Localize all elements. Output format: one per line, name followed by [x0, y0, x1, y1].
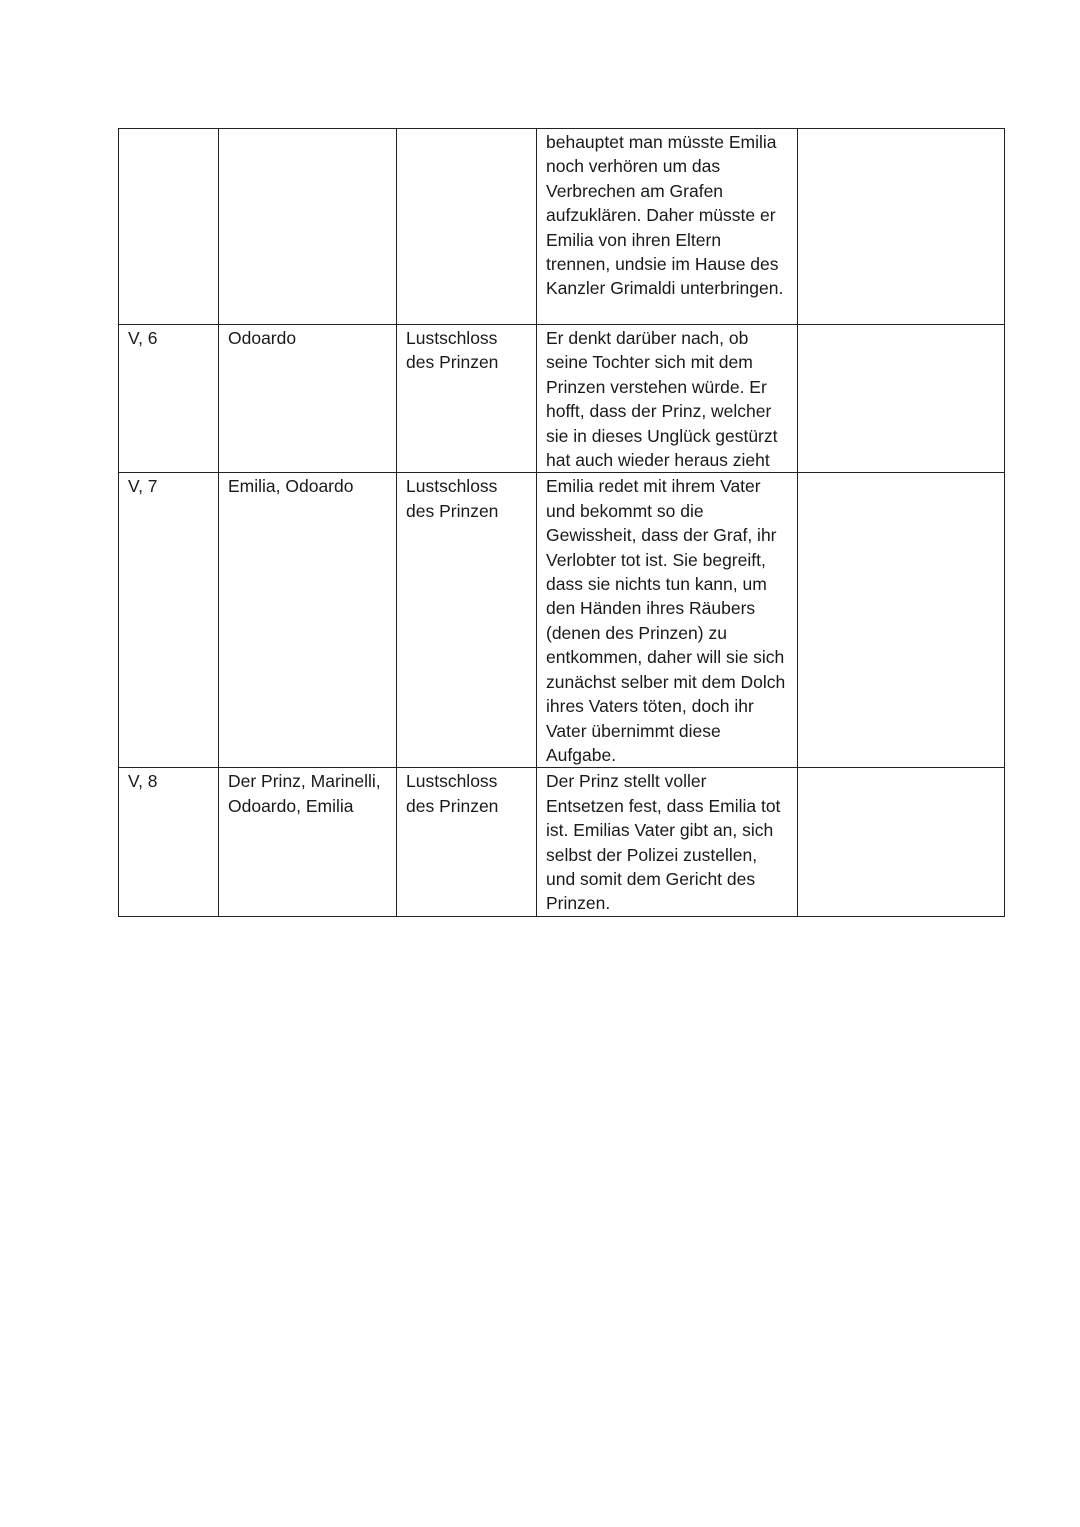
location-cell: Lustschloss des Prinzen — [397, 325, 537, 473]
act-scene-cell: V, 8 — [119, 768, 219, 916]
content-cell: behauptet man müsste Emilia noch verhören um das Verbrechen am Grafen aufzuklären. Daher müsste er Emilia von ihren Eltern trennen, undsie im Hause des Kanzler Grimaldi unterbringen. — [537, 129, 798, 325]
notes-cell — [798, 473, 1005, 768]
notes-cell — [798, 768, 1005, 916]
table-row — [119, 473, 1005, 768]
content-cell: Emilia redet mit ihrem Vater und bekommt so die Gewissheit, dass der Graf, ihr Verlobter tot ist. Sie begreift, dass sie nichts tun kann, um den Händen ihres Räubers (denen des Prinzen) zu entkommen, daher will sie sich zunächst selber mit dem Dolch ihres Vaters töten, doch ihr Vater übernimmt diese Aufgabe. — [537, 473, 798, 768]
characters-cell: Der Prinz, Marinelli, Odoardo, Emilia — [219, 768, 397, 916]
location-cell: Lustschloss des Prinzen — [397, 768, 537, 916]
location-cell — [397, 129, 537, 325]
characters-cell: Emilia, Odoardo — [219, 473, 397, 768]
content-cell: Der Prinz stellt voller Entsetzen fest, dass Emilia tot ist. Emilias Vater gibt an, sich selbst der Polizei zustellen, und somit dem Gericht des Prinzen. — [537, 768, 798, 916]
table-row — [119, 768, 1005, 916]
characters-cell: Odoardo — [219, 325, 397, 473]
scene-summary-table — [118, 128, 1005, 917]
characters-cell — [219, 129, 397, 325]
notes-cell — [798, 325, 1005, 473]
content-cell: Er denkt darüber nach, ob seine Tochter sich mit dem Prinzen verstehen würde. Er hofft, dass der Prinz, welcher sie in dieses Unglück gestürzt hat auch wieder heraus zieht — [537, 325, 798, 473]
table-row — [119, 129, 1005, 325]
act-scene-cell: V, 7 — [119, 473, 219, 768]
notes-cell — [798, 129, 1005, 325]
act-scene-cell — [119, 129, 219, 325]
table-row — [119, 325, 1005, 473]
act-scene-cell: V, 6 — [119, 325, 219, 473]
location-cell: Lustschloss des Prinzen — [397, 473, 537, 768]
